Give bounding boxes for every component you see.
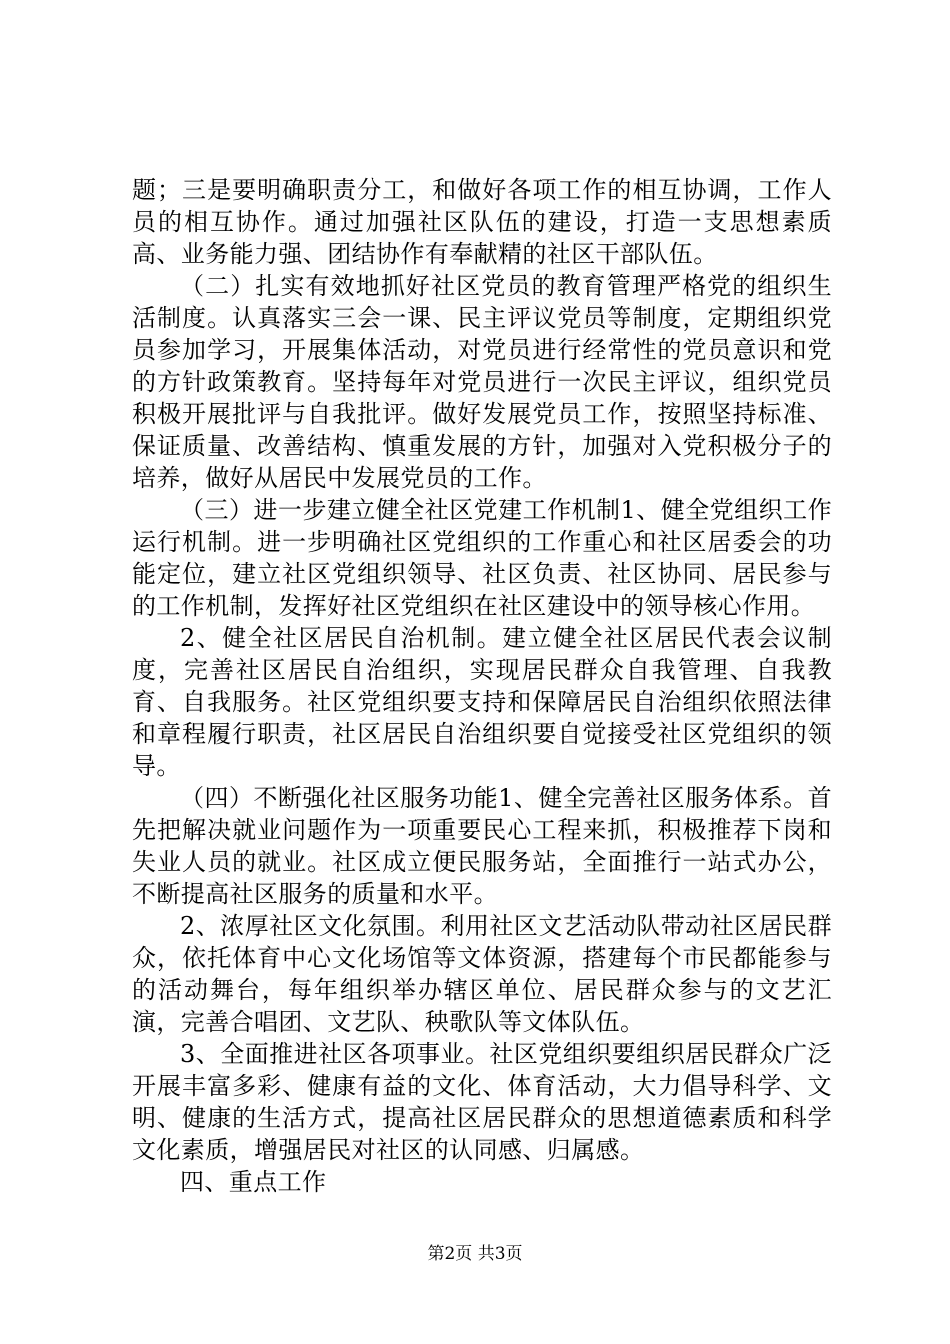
page-number: 第2页 共3页 bbox=[427, 1244, 523, 1264]
page-footer bbox=[0, 1243, 950, 1265]
paragraph-2: （二）扎实有效地抓好社区党员的教育管理严格党的组织生活制度。认真落实三会一课、民主评议党员等制度，定期组织党员参加学习，开展集体活动，对党员进行经常性的党员意识和党的方针政策教育。坚持每年对党员进行一次民主评议，组织党员积极开展批评与自我批评。做好发展党员工作，按照坚持标准、保证质量、改善结构、慎重发展的方针，加强对入党积极分子的培养，做好从居民中发展党员的工作。 bbox=[132, 272, 832, 492]
paragraph-1: 题；三是要明确职责分工，和做好各项工作的相互协调，工作人员的相互协作。通过加强社区队伍的建设，打造一支思想素质高、业务能力强、团结协作有奉献精的社区干部队伍。 bbox=[132, 176, 832, 268]
paragraph-8: 四、重点工作 bbox=[180, 1168, 327, 1196]
paragraph-4: 2、健全社区居民自治机制。建立健全社区居民代表会议制度，完善社区居民自治组织，实现居民群众自我管理、自我教育、自我服务。社区党组织要支持和保障居民自治组织依照法律和章程履行职责，社区居民自治组织要自觉接受社区党组织的领导。 bbox=[132, 624, 832, 780]
paragraph-5: （四）不断强化社区服务功能1、健全完善社区服务体系。首先把解决就业问题作为一项重要民心工程来抓，积极推荐下岗和失业人员的就业。社区成立便民服务站，全面推行一站式办公，不断提高社区服务的质量和水平。 bbox=[132, 784, 832, 908]
paragraph-7: 3、全面推进社区各项事业。社区党组织要组织居民群众广泛开展丰富多彩、健康有益的文化、体育活动，大力倡导科学、文明、健康的生活方式，提高社区居民群众的思想道德素质和科学文化素质，增强居民对社区的认同感、归属感。 bbox=[132, 1040, 832, 1164]
paragraph-3: （三）进一步建立健全社区党建工作机制1、健全党组织工作运行机制。进一步明确社区党组织的工作重心和社区居委会的功能定位，建立社区党组织领导、社区负责、社区协同、居民参与的工作机制，发挥好社区党组织在社区建设中的领导核心作用。 bbox=[132, 496, 832, 620]
document-body bbox=[132, 174, 832, 1198]
paragraph-6: 2、浓厚社区文化氛围。利用社区文艺活动队带动社区居民群众，依托体育中心文化场馆等文体资源，搭建每个市民都能参与的活动舞台，每年组织举办辖区单位、居民群众参与的文艺汇演，完善合唱团、文艺队、秧歌队等文体队伍。 bbox=[132, 912, 832, 1036]
